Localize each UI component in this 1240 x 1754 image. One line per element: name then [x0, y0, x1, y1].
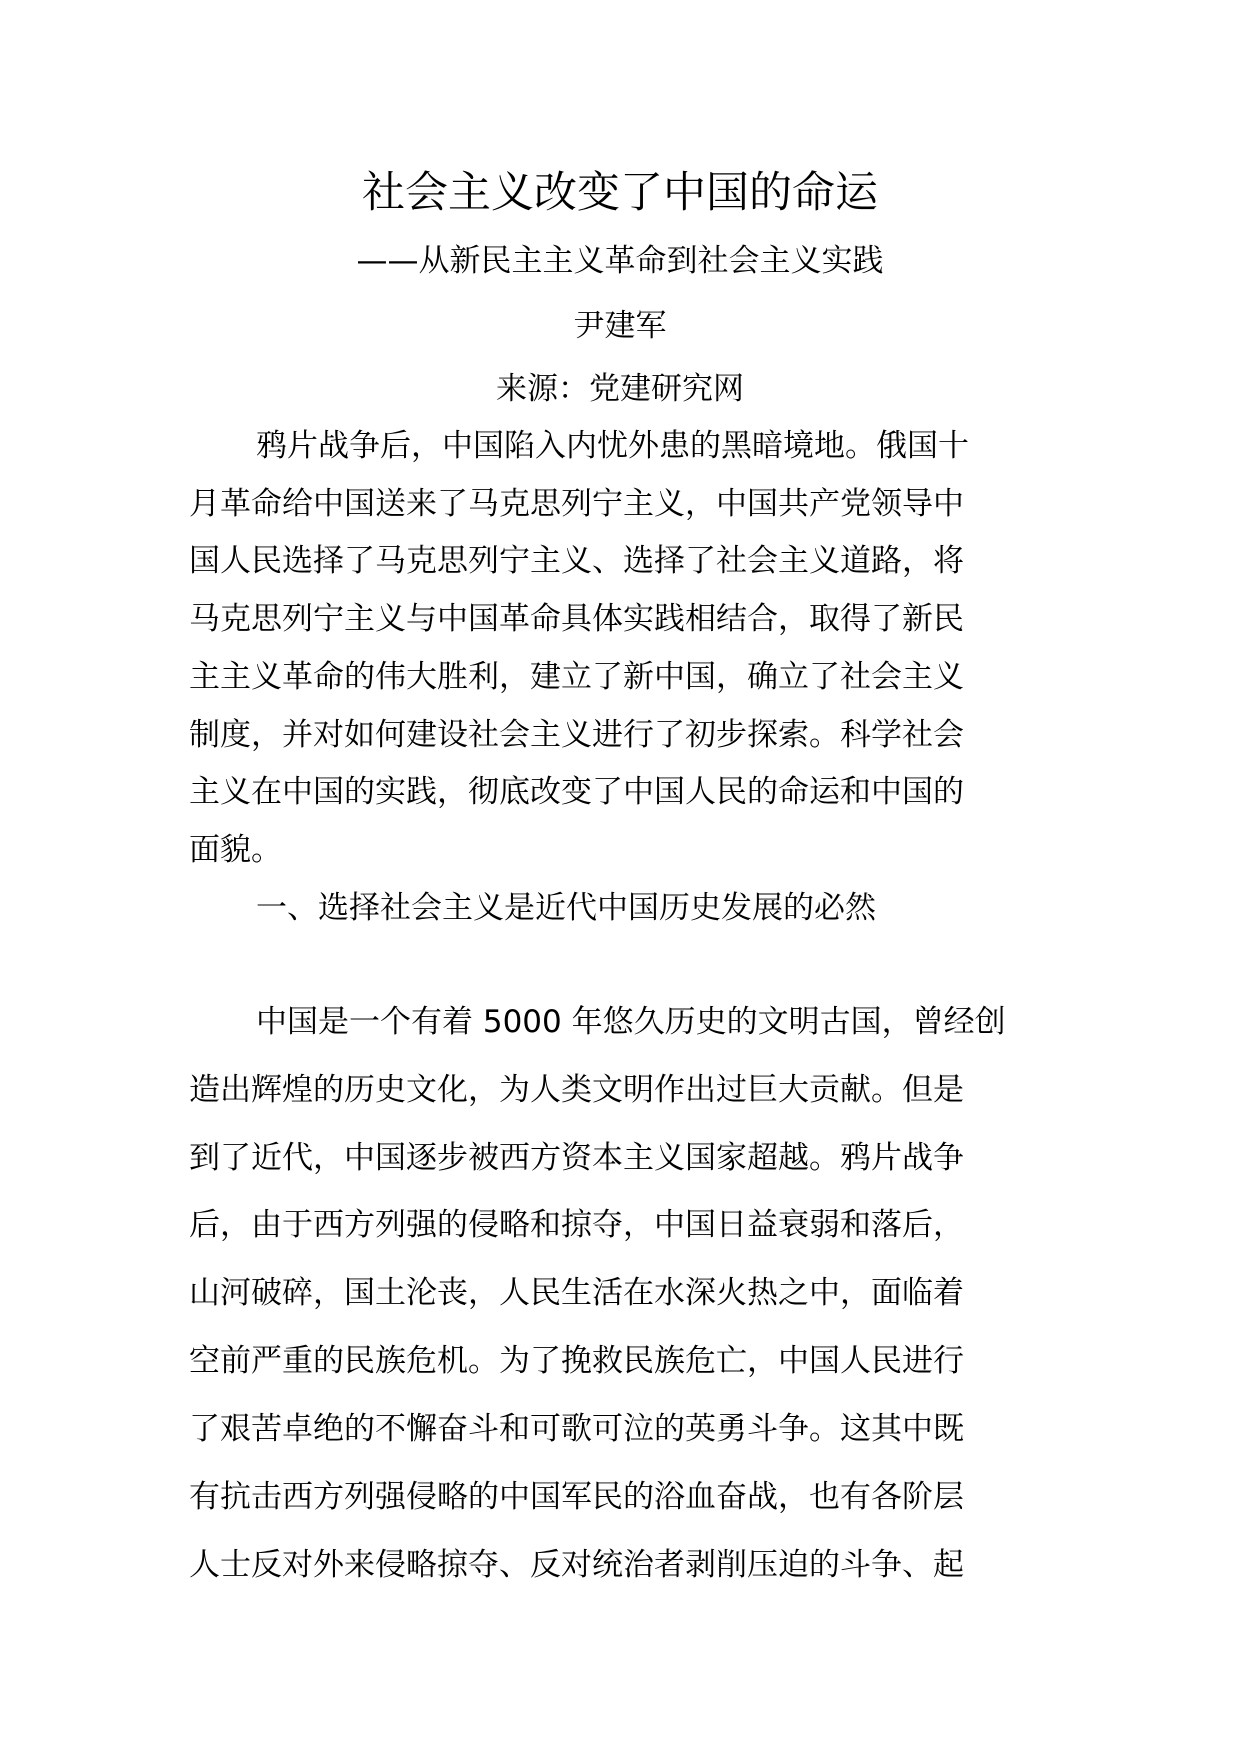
- page-title: 社会主义改变了中国的命运: [362, 168, 878, 218]
- section-1-line-6: 空前严重的民族危机。为了挽救民族危亡，中国人民进行: [189, 1343, 964, 1379]
- section-1-line-5: 山河破碎，国土沦丧，人民生活在水深火热之中，面临着: [189, 1275, 964, 1311]
- section-1-line-2: 造出辉煌的历史文化，为人类文明作出过巨大贡献。但是: [189, 1072, 964, 1108]
- section-1-line-4: 后，由于西方列强的侵略和掠夺，中国日益衰弱和落后，: [189, 1207, 964, 1243]
- section-1-line-1: 中国是一个有着 5000 年悠久历史的文明古国，曾经创: [256, 1004, 1006, 1040]
- paragraph-1-line-1: 鸦片战争后，中国陷入内忧外患的黑暗境地。俄国十: [256, 428, 969, 464]
- section-1-line-8: 有抗击西方列强侵略的中国军民的浴血奋战，也有各阶层: [189, 1479, 964, 1515]
- source-line: 来源：党建研究网: [496, 371, 744, 407]
- paragraph-1-line-6: 制度，并对如何建设社会主义进行了初步探索。科学社会: [189, 717, 964, 753]
- paragraph-1-line-3: 国人民选择了马克思列宁主义、选择了社会主义道路，将: [189, 543, 964, 579]
- section-1-line-7: 了艰苦卓绝的不懈奋斗和可歌可泣的英勇斗争。这其中既: [189, 1411, 964, 1447]
- paragraph-1-line-5: 主主义革命的伟大胜利，建立了新中国，确立了社会主义: [189, 659, 964, 695]
- section-1-heading: 一、选择社会主义是近代中国历史发展的必然: [256, 890, 876, 926]
- paragraph-1-line-2: 月革命给中国送来了马克思列宁主义，中国共产党领导中: [189, 486, 964, 522]
- paragraph-1-line-7: 主义在中国的实践，彻底改变了中国人民的命运和中国的: [189, 774, 964, 810]
- page-subtitle: ——从新民主主义革命到社会主义实践: [356, 243, 884, 279]
- paragraph-1-line-8: 面貌。: [189, 832, 282, 868]
- author-name: 尹建军: [573, 308, 667, 344]
- section-1-line-3: 到了近代，中国逐步被西方资本主义国家超越。鸦片战争: [189, 1140, 964, 1176]
- paragraph-1-line-4: 马克思列宁主义与中国革命具体实践相结合，取得了新民: [189, 601, 964, 637]
- section-1-line-9: 人士反对外来侵略掠夺、反对统治者剥削压迫的斗争、起: [189, 1547, 964, 1583]
